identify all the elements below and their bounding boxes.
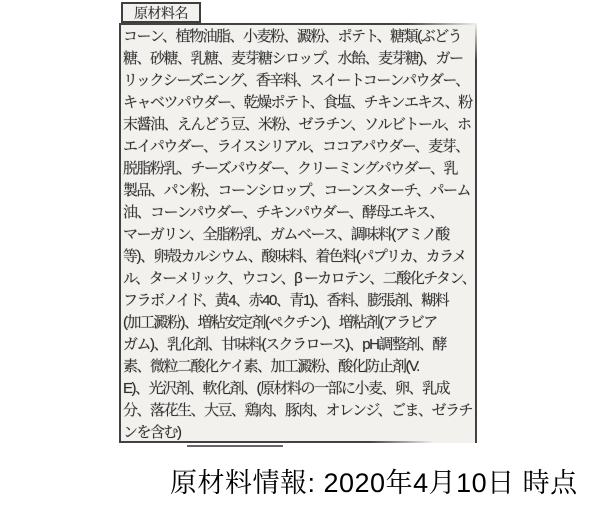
ingredient-line: (加工澱粉)、増粘安定剤(ペクチン)、増粘剤(アラビア — [123, 314, 437, 331]
ingredient-line: 油、コーンパウダー、チキンパウダー、酵母エキス、 — [123, 204, 444, 221]
ingredient-line: 素、微粒二酸化ケイ素、加工澱粉、酸化防止剤(V. — [123, 358, 419, 375]
box-border-left — [119, 23, 121, 443]
ingredient-label-title-box — [121, 2, 201, 23]
ingredient-line: 脱脂粉乳、チーズパウダー、クリーミングパウダー、乳 — [123, 160, 458, 177]
ingredient-line: ンを含む) — [123, 424, 181, 441]
ingredient-text-box — [119, 23, 477, 443]
box-border-right — [475, 23, 477, 443]
ingredient-line: 等)、卵殻カルシウム、酸味料、着色料(パプリカ、カラメ — [123, 248, 466, 265]
ingredient-line: 末醤油、えんどう豆、米粉、ゼラチン、ソルビトール、ホ — [123, 116, 471, 133]
ingredient-line: コーン、植物油脂、小麦粉、澱粉、ポテト、糖類(ぶどう — [123, 28, 462, 45]
ingredient-line: 糖、砂糖、乳糖、麦芽糖シロップ、水飴、麦芽糖)、ガー — [123, 50, 463, 67]
ingredient-label-title: 原材料名 — [134, 4, 188, 21]
box-border-top — [119, 23, 477, 25]
ingredient-line: E)、光沢剤、軟化剤、(原材料の一部に小麦、卵、乳成 — [123, 380, 449, 397]
ingredient-line: フラボノイド、黄4、赤40、青1)、香料、膨張剤、糊料 — [123, 292, 449, 309]
ingredient-line: ル、ターメリック、ウコン、β ーカロテン、二酸化チタン、 — [123, 270, 476, 287]
box-border-bottom — [119, 441, 477, 443]
ingredient-line: 分、落花生、大豆、鶏肉、豚肉、オレンジ、ごま、ゼラチ — [123, 402, 473, 419]
ingredient-line: ガム)、乳化剤、甘味料(スクラロース)、pH調整剤、酵 — [123, 336, 446, 353]
ingredient-line: リックシーズニング、香辛料、スイートコーンパウダー、 — [123, 72, 469, 89]
ingredient-line: 製品、パン粉、コーンシロップ、コーンスターチ、パーム — [123, 182, 471, 199]
info-date-caption: 原材料情報: 2020年4月10日 時点 — [170, 468, 578, 498]
scan-artifact-line — [187, 445, 283, 447]
ingredient-line: エイパウダー、ライスシリアル、ココアパウダー、麦芽、 — [123, 138, 469, 155]
ingredient-line: キャベツパウダー、乾燥ポテト、食塩、チキンエキス、粉 — [123, 94, 472, 111]
ingredient-line: マーガリン、全脂粉乳、ガムベース、調味料(アミノ酸 — [123, 226, 449, 243]
